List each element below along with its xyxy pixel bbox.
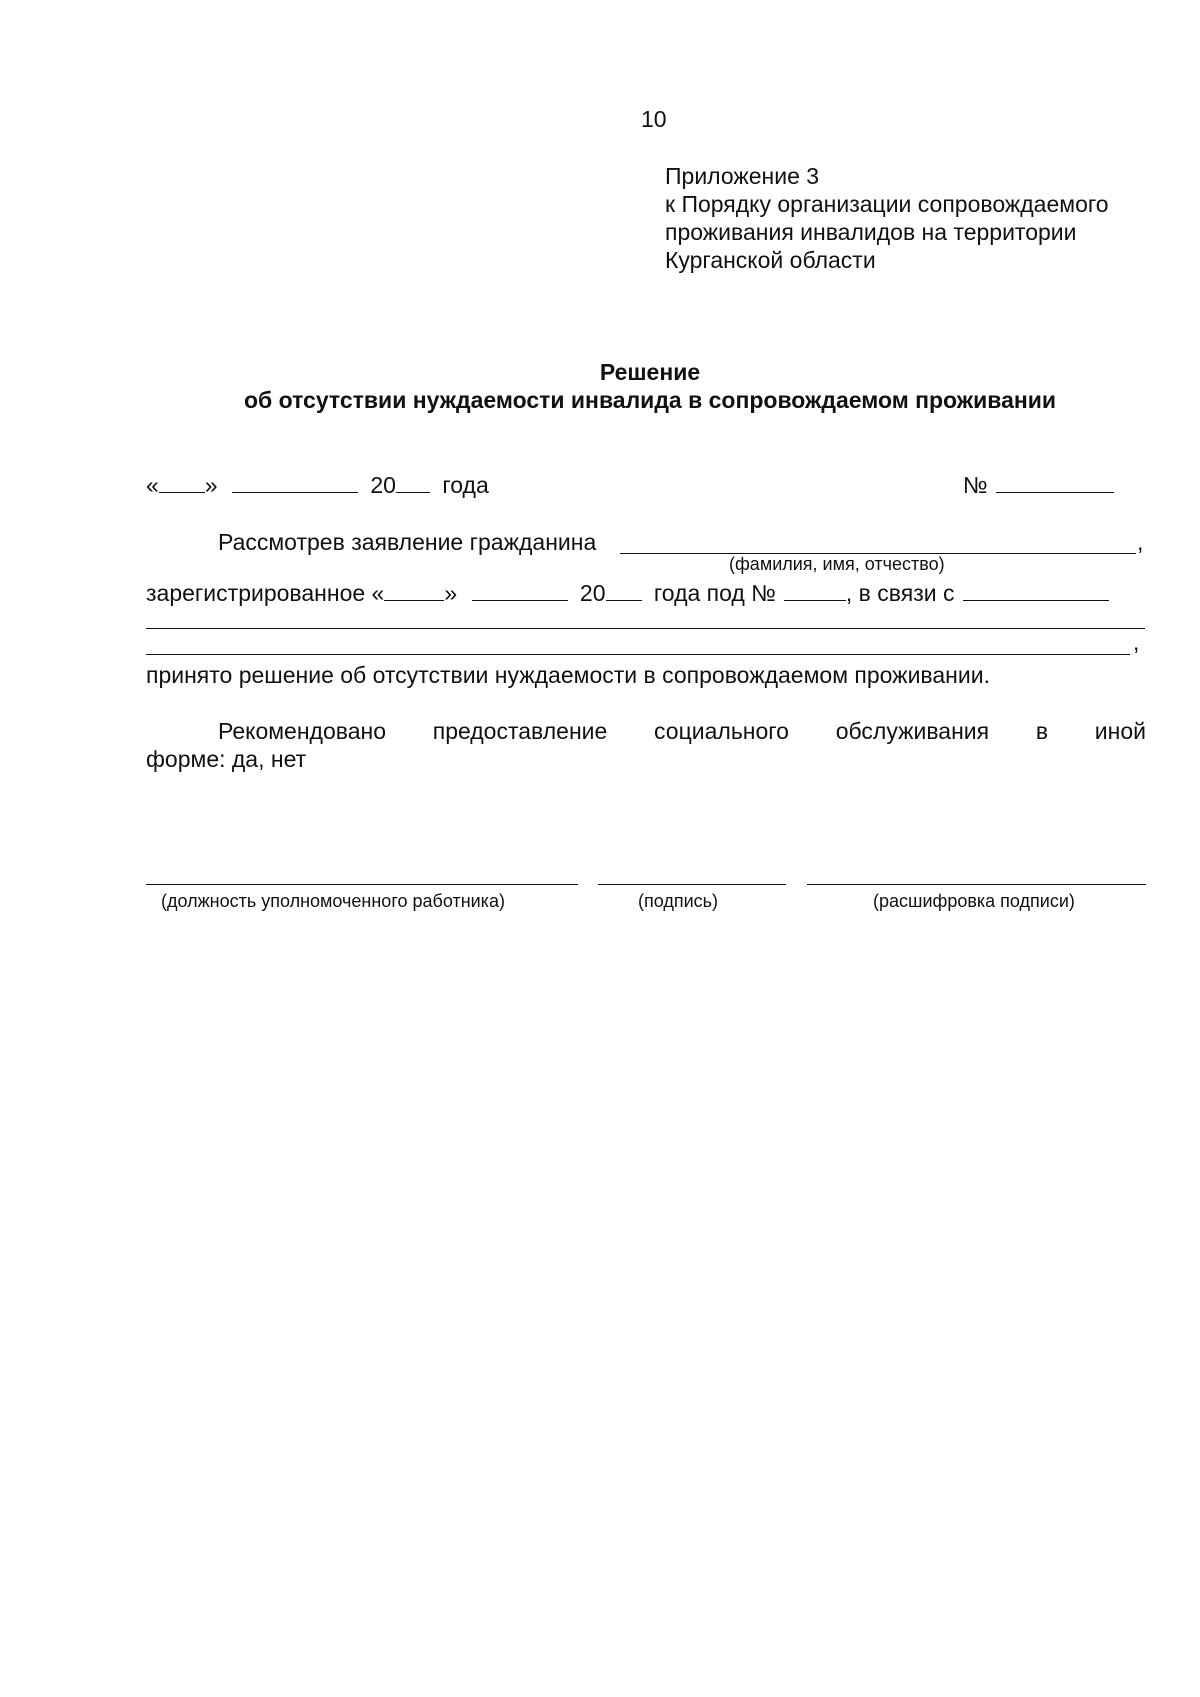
appendix-line-4: Курганской области bbox=[665, 247, 876, 273]
signature-caption: (подпись) bbox=[638, 891, 719, 911]
reason-blank-1[interactable] bbox=[963, 580, 1109, 601]
comma: , bbox=[1137, 529, 1144, 555]
reason-blank-3[interactable] bbox=[146, 654, 1130, 655]
reg-number-blank[interactable] bbox=[784, 580, 846, 601]
day-blank[interactable] bbox=[159, 472, 205, 493]
recommended-word: обслуживания bbox=[835, 718, 990, 744]
fio-caption: (фамилия, имя, отчество) bbox=[729, 554, 945, 574]
date-field: « » 20 года bbox=[146, 472, 489, 498]
recommended-word: в bbox=[1035, 718, 1049, 744]
recommended-word: предоставление bbox=[432, 718, 608, 744]
reason-blank-2[interactable] bbox=[146, 628, 1145, 629]
month-blank[interactable] bbox=[232, 472, 358, 493]
position-blank[interactable] bbox=[146, 884, 578, 885]
reason-comma: , bbox=[1133, 629, 1140, 655]
appendix-line-1: Приложение 3 bbox=[665, 163, 820, 189]
position-caption: (должность уполномоченного работника) bbox=[161, 891, 505, 911]
number-field: № bbox=[963, 471, 1114, 499]
number-blank[interactable] bbox=[996, 472, 1114, 493]
appendix-line-3: проживания инвалидов на территории bbox=[665, 219, 1077, 245]
recommended-line bbox=[218, 717, 1146, 745]
recommended-word: иной bbox=[1094, 718, 1146, 744]
decryption-blank[interactable] bbox=[807, 884, 1146, 885]
decision-text: принято решение об отсутствии нуждаемости в сопровождаемом проживании. bbox=[146, 662, 990, 688]
decryption-caption: (расшифровка подписи) bbox=[873, 891, 1075, 911]
considered-label: Рассмотрев заявление гражданина bbox=[218, 529, 597, 555]
appendix-line-2: к Порядку организации сопровождаемого bbox=[665, 191, 1109, 217]
page-number: 10 bbox=[641, 106, 667, 132]
registered-line: зарегистрированное « » 20 года под № , в связи с bbox=[146, 579, 1109, 607]
document-subtitle: об отсутствии нуждаемости инвалида в сопровождаемом проживании bbox=[243, 387, 1057, 413]
reg-year-blank[interactable] bbox=[606, 580, 642, 601]
document-title: Решение bbox=[599, 359, 701, 385]
reg-month-blank[interactable] bbox=[472, 580, 568, 601]
reg-day-blank[interactable] bbox=[384, 580, 444, 601]
recommended-word: социального bbox=[654, 718, 789, 744]
recommended-word: Рекомендовано bbox=[218, 718, 386, 744]
year-blank[interactable] bbox=[396, 472, 430, 493]
signature-blank[interactable] bbox=[598, 884, 786, 885]
recommended-options: форме: да, нет bbox=[146, 746, 307, 772]
